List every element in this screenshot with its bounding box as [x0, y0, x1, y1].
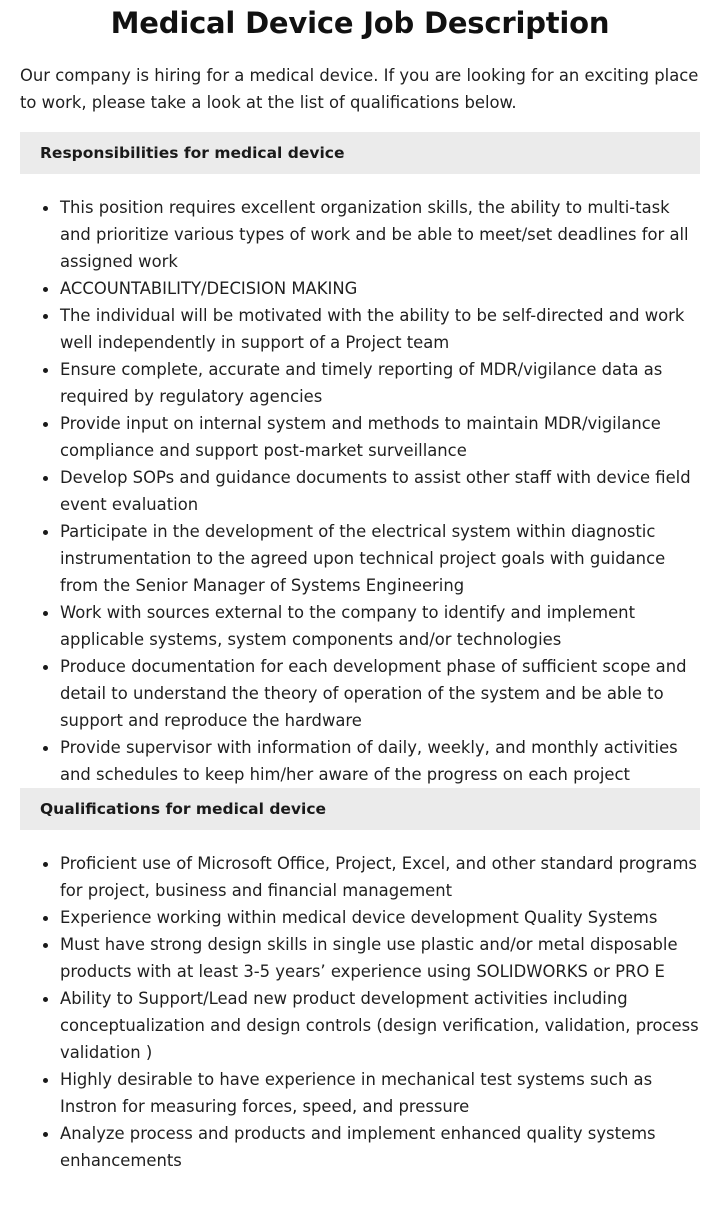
- list-item: Ability to Support/Lead new product development activities including conceptualization and design controls (design verification, validation, process validation ): [60, 985, 700, 1066]
- list-item: Experience working within medical device development Quality Systems: [60, 904, 700, 931]
- list-item: Work with sources external to the company to identify and implement applicable systems, system components and/or technologies: [60, 599, 700, 653]
- list-item: This position requires excellent organization skills, the ability to multi-task and prioritize various types of work and be able to meet/set deadlines for all assigned work: [60, 194, 700, 275]
- responsibilities-list: [20, 194, 700, 788]
- list-item: Proficient use of Microsoft Office, Project, Excel, and other standard programs for project, business and financial management: [60, 850, 700, 904]
- qualifications-heading: Qualifications for medical device: [20, 788, 700, 830]
- responsibilities-heading: Responsibilities for medical device: [20, 132, 700, 174]
- qualifications-list: [20, 850, 700, 1174]
- list-item: Ensure complete, accurate and timely reporting of MDR/vigilance data as required by regulatory agencies: [60, 356, 700, 410]
- list-item: Produce documentation for each development phase of sufficient scope and detail to understand the theory of operation of the system and be able to support and reproduce the hardware: [60, 653, 700, 734]
- list-item: Provide input on internal system and methods to maintain MDR/vigilance compliance and support post-market surveillance: [60, 410, 700, 464]
- list-item: Provide supervisor with information of daily, weekly, and monthly activities and schedules to keep him/her aware of the progress on each project: [60, 734, 700, 788]
- list-item: Analyze process and products and implement enhanced quality systems enhancements: [60, 1120, 700, 1174]
- list-item: The individual will be motivated with the ability to be self-directed and work well independently in support of a Project team: [60, 302, 700, 356]
- list-item: Develop SOPs and guidance documents to assist other staff with device field event evaluation: [60, 464, 700, 518]
- list-item: Must have strong design skills in single use plastic and/or metal disposable products with at least 3-5 years’ experience using SOLIDWORKS or PRO E: [60, 931, 700, 985]
- list-item: Highly desirable to have experience in mechanical test systems such as Instron for measuring forces, speed, and pressure: [60, 1066, 700, 1120]
- list-item: Participate in the development of the electrical system within diagnostic instrumentation to the agreed upon technical project goals with guidance from the Senior Manager of Systems Engineering: [60, 518, 700, 599]
- intro-paragraph: Our company is hiring for a medical device. If you are looking for an exciting place to work, please take a look at the list of qualifications below.: [20, 66, 699, 112]
- page-title: Medical Device Job Description: [110, 6, 610, 40]
- list-item: ACCOUNTABILITY/DECISION MAKING: [60, 275, 700, 302]
